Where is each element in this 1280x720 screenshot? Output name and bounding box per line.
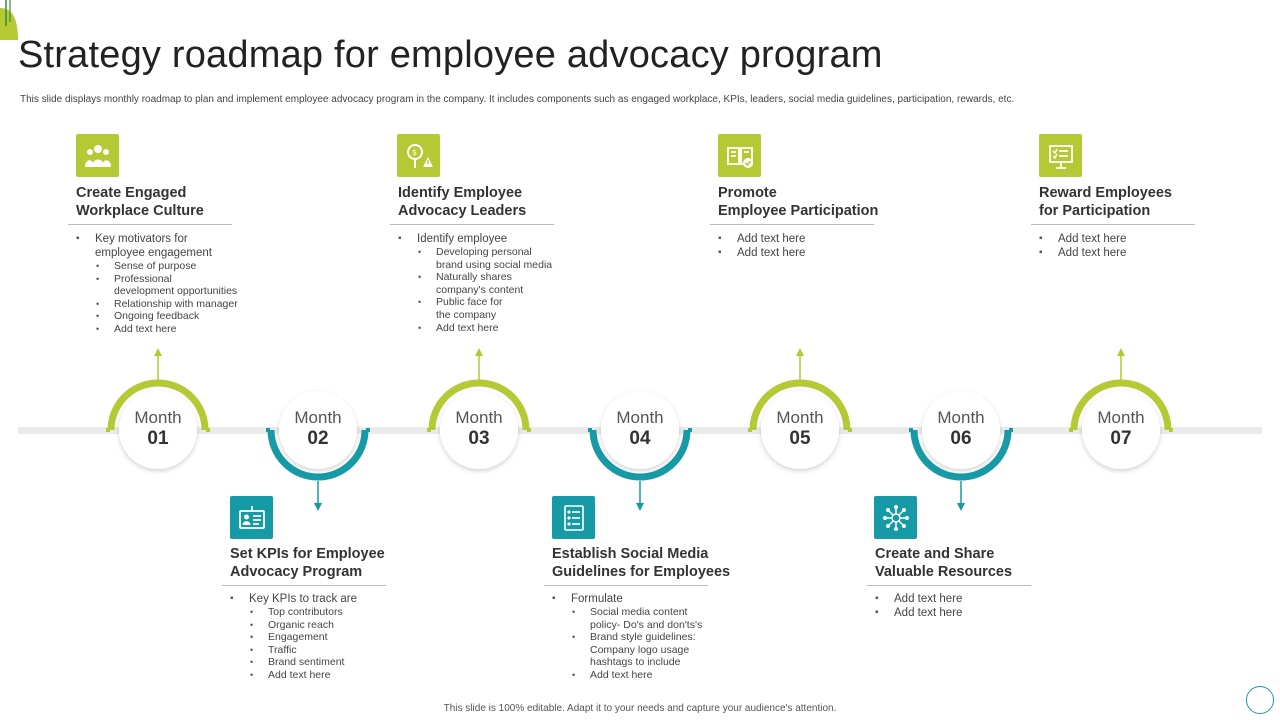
list-item: • Relationship with manager [76,298,238,311]
list-item: • Organic reach [230,619,357,632]
list-item: • Add text here [398,322,552,335]
guidelines-checklist-icon [552,496,595,539]
list-item: • Add text here [230,669,357,682]
list-item: ▪ Add text here [718,246,805,260]
arc-end-dot [427,428,431,432]
arc-end-dot [688,428,692,432]
footer-note: This slide is 100% editable. Adapt it to your needs and capture your audience's attention. [443,703,837,714]
arrow-down-icon [314,503,322,511]
arc-end-dot [1009,428,1013,432]
step-title-set-kpis: Set KPIs for Employee Advocacy Program [230,546,385,580]
step-bullets-social-guidelines [552,592,702,682]
arrow-up-icon [796,348,804,356]
page-subtitle: This slide displays monthly roadmap to plan and implement employee advocacy program in the company. It includes components such as engaged workplace, KPIs, leaders, social media guidelines, participation, rewards, etc. [20,94,1015,105]
arrow-down-icon [636,503,644,511]
step-divider [1031,224,1195,225]
list-item: ▪ Key motivators for employee engagement [76,232,238,260]
step-bullets-reward-employees [1039,232,1126,260]
month-label-03: Month 03 [455,408,503,449]
arrow-down-icon [957,503,965,511]
list-item: • Engagement [230,631,357,644]
step-divider [710,224,874,225]
kpi-badge-icon [230,496,273,539]
step-title-reward-employees: Reward Employees for Participation [1039,185,1172,219]
network-share-icon [874,496,917,539]
list-item: • Add text here [76,323,238,336]
step-title-advocacy-leaders: Identify Employee Advocacy Leaders [398,185,527,219]
arc-end-dot [1169,428,1173,432]
reward-presentation-icon [1039,134,1082,177]
page-title: Strategy roadmap for employee advocacy program [18,34,883,76]
step-divider [544,585,708,586]
arc-end-dot [366,428,370,432]
list-item: ▪ Add text here [875,592,962,606]
step-divider [222,585,386,586]
month-label-02: Month 02 [294,408,342,449]
arrow-up-icon [475,348,483,356]
arc-end-dot [206,428,210,432]
list-item: ▪ Key KPIs to track are [230,592,357,606]
step-bullets-share-resources [875,592,962,620]
month-label-05: Month 05 [776,408,824,449]
list-item: • Professional development opportunities [76,273,238,298]
arc-end-dot [1069,428,1073,432]
list-item: • Naturally shares company's content [398,271,552,296]
step-divider [68,224,232,225]
list-item: • Traffic [230,644,357,657]
step-divider [867,585,1031,586]
step-title-social-guidelines: Establish Social Media Guidelines for Employees [552,546,731,580]
leader-search-icon [397,134,440,177]
list-item: • Social media content policy- Do's and don'ts's [552,606,702,631]
step-bullets-engaged-culture [76,232,238,336]
list-item: • Add text here [552,669,702,682]
step-title-employee-participation: Promote Employee Participation [718,185,879,219]
list-item: ▪ Add text here [1039,246,1126,260]
list-item: • Brand style guidelines: Company logo usage hashtags to include [552,631,702,669]
step-divider [390,224,554,225]
month-label-07: Month 07 [1097,408,1145,449]
list-item: • Sense of purpose [76,260,238,273]
list-item: ▪ Add text here [875,606,962,620]
step-bullets-advocacy-leaders [398,232,552,334]
arc-end-dot [909,428,913,432]
arc-end-dot [527,428,531,432]
step-bullets-employee-participation [718,232,805,260]
list-item: • Developing personal brand using social media [398,246,552,271]
month-label-01: Month 01 [134,408,182,449]
corner-circle-decoration [1246,686,1274,714]
list-item: • Top contributors [230,606,357,619]
arrow-up-icon [154,348,162,356]
list-item: ▪ Add text here [718,232,805,246]
list-item: • Public face for the company [398,296,552,321]
step-title-engaged-culture: Create Engaged Workplace Culture [76,185,204,219]
month-label-06: Month 06 [937,408,985,449]
list-item: ▪ Formulate [552,592,702,606]
arrow-up-icon [1117,348,1125,356]
arc-end-dot [588,428,592,432]
step-title-share-resources: Create and Share Valuable Resources [875,546,1013,580]
month-label-04: Month 04 [616,408,664,449]
arc-end-dot [848,428,852,432]
list-item: • Brand sentiment [230,656,357,669]
team-people-icon [76,134,119,177]
svg-text:$: $ [411,147,417,157]
list-item: • Ongoing feedback [76,310,238,323]
arc-end-dot [266,428,270,432]
step-bullets-set-kpis [230,592,357,682]
list-item: ▪ Add text here [1039,232,1126,246]
open-book-check-icon [718,134,761,177]
list-item: ▪ Identify employee [398,232,552,246]
arc-end-dot [748,428,752,432]
arc-end-dot [106,428,110,432]
